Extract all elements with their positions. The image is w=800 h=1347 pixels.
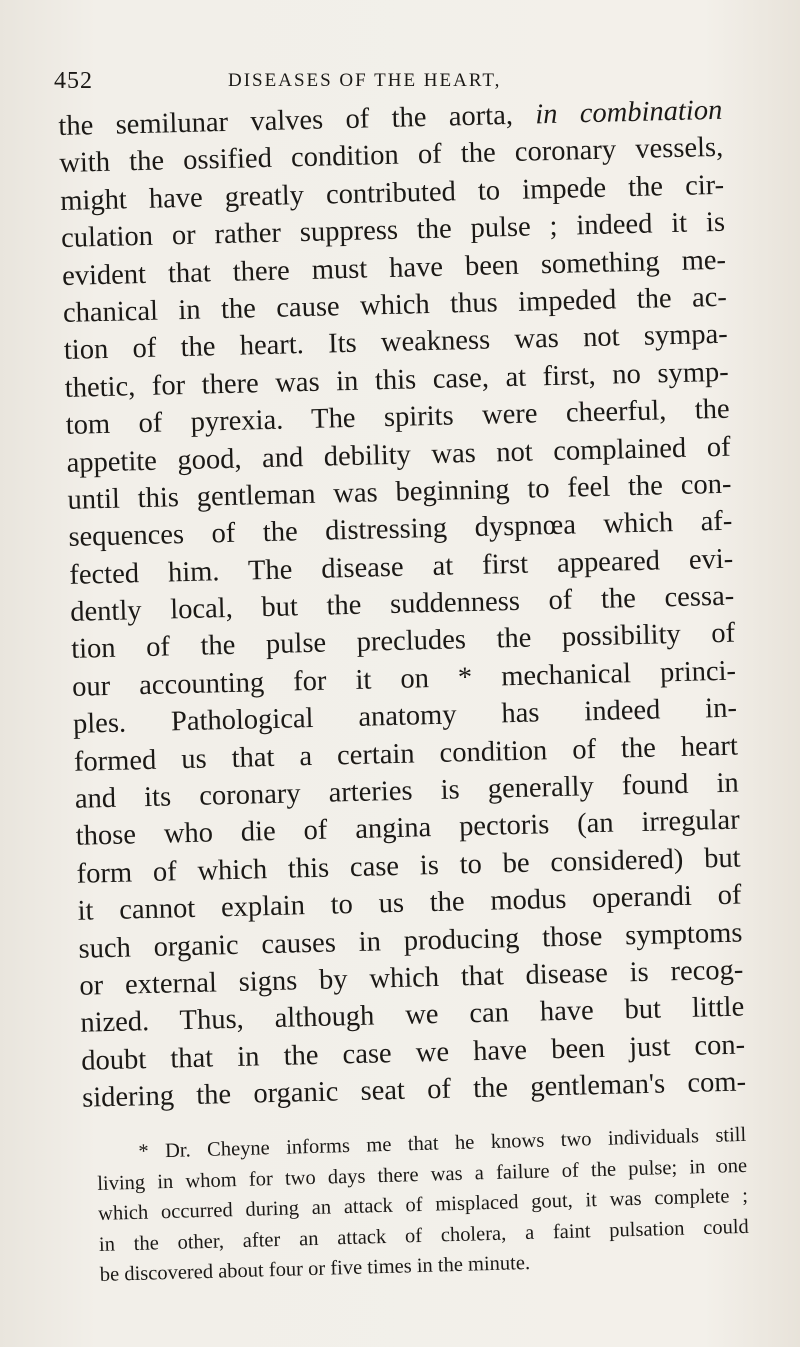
body-line: culation or rather suppress the pulse ; indeed it is — [60, 206, 726, 255]
body-line: tion of the pulse precludes the possibility of — [70, 618, 736, 666]
body-line: formed us that a certain condition of the heart — [73, 730, 739, 778]
body-line: the semilunar valves of the aorta, in combination — [58, 94, 723, 142]
footnote-line: living in whom for two days there was a failure of the pulse; in one — [96, 1154, 748, 1195]
body-line: with the ossified condition of the coronary vessels, — [58, 132, 724, 180]
body-line: those who die of angina pectoris (an irregular — [75, 804, 740, 853]
body-line: dently local, but the suddenness of the cessa- — [69, 580, 735, 628]
body-text — [58, 91, 762, 1117]
body-line: it cannot explain to us the modus operandi of — [77, 879, 742, 927]
footnote-line: * Dr. Cheyne informs me that he knows two individuals still — [138, 1123, 747, 1163]
body-line: or external signs by which that disease is recog- — [79, 954, 744, 1002]
body-line: sidering the organic seat of the gentleman's com- — [81, 1066, 747, 1114]
body-line: chanical in the cause which thus impeded the ac- — [62, 281, 728, 329]
body-line: tion of the heart. Its weakness was not sympa- — [63, 319, 729, 367]
body-line: such organic causes in producing those symptoms — [78, 917, 743, 965]
body-line: thetic, for there was in this case, at first, no symp- — [64, 356, 730, 404]
body-line: appetite good, and debility was not complained of — [66, 431, 731, 479]
footnote-line: which occurred during an attack of misplaced gout, it was complete ; — [97, 1184, 749, 1225]
body-line: sequences of the distressing dyspnœa which af- — [68, 505, 733, 554]
footnote-line: be discovered about four or five times in the minute. — [99, 1251, 531, 1286]
footnote-line: in the other, after an attack of cholera, a faint pulsation could — [98, 1215, 750, 1256]
footnote — [96, 1119, 776, 1290]
body-line: our accounting for it on * mechanical princi- — [71, 655, 737, 703]
page-number: 452 — [54, 68, 93, 94]
italic-phrase: in combination — [534, 94, 723, 131]
body-line: form of which this case is to be considered) but — [76, 842, 741, 890]
body-line: nized. Thus, although we can have but little — [79, 991, 745, 1040]
body-line: doubt that in the case we have been just con- — [80, 1029, 746, 1077]
running-head: DISEASES OF THE HEART, — [228, 70, 502, 91]
body-line: and its coronary arteries is generally found in — [74, 767, 740, 815]
body-line: fected him. The disease at first appeared evi- — [69, 543, 734, 591]
body-line: until this gentleman was beginning to feel the con- — [67, 468, 732, 516]
body-line: might have greatly contributed to impede the cir- — [59, 169, 725, 217]
body-line: tom of pyrexia. The spirits were cheerful, the — [65, 393, 730, 442]
body-line: ples. Pathological anatomy has indeed in- — [72, 692, 738, 741]
body-line: evident that there must have been something me- — [61, 244, 727, 292]
